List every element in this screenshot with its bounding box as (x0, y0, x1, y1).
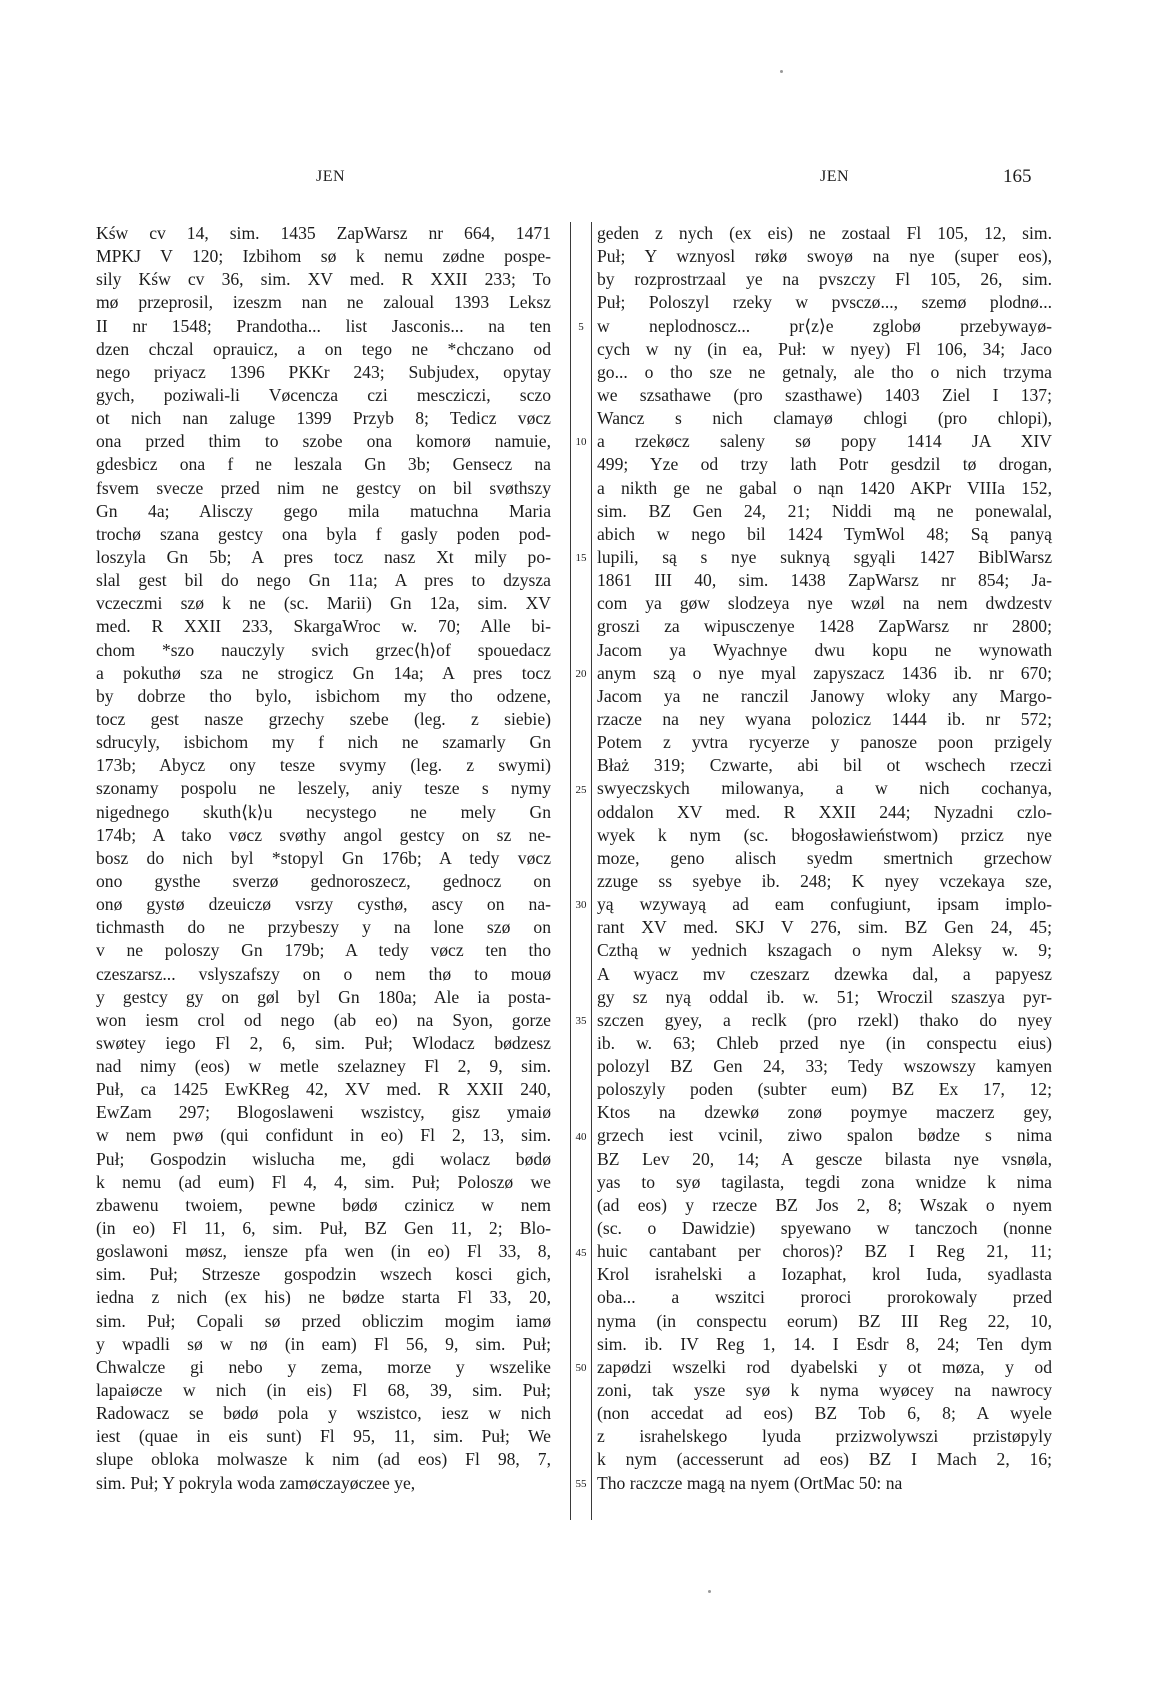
text-line: szczen gyey, a reclk (pro rzekl) thako do nyey (597, 1009, 1052, 1030)
line-number: 50 (575, 1362, 587, 1375)
text-line: (in eo) Fl 11, 6, sim. Puł, BZ Gen 11, 2; Blo- (96, 1218, 551, 1239)
text-line: (non accedat ad eos) BZ Tob 6, 8; A wyele (597, 1403, 1052, 1424)
text-line: polozyl BZ Gen 24, 33; Tedy wszowszy kamyen (597, 1056, 1052, 1077)
text-line: slupe obloka molwasze k nim (ad eos) Fl 98, 7, (96, 1449, 551, 1470)
text-line: sim. Puł; Y pokryla woda zamøczayøczee ye, (96, 1472, 416, 1493)
line-number: 45 (575, 1246, 587, 1259)
text-line: lupili, są s nye suknyą sgyąli 1427 BiblWarsz (597, 546, 1052, 567)
line-number: 20 (575, 667, 587, 680)
text-line: sim. Puł; Strzesze gospodzin wszech kosci gich, (96, 1264, 551, 1285)
text-line: iest (quae in eis sunt) Fl 95, 11, sim. Puł; We (96, 1426, 551, 1447)
text-line: we szsathawe (pro szasthawe) 1403 Ziel I 137; (597, 384, 1052, 405)
text-line: med. R XXII 233, SkargaWroc w. 70; Alle bi- (96, 616, 551, 637)
text-line: won iesm crol od nego (ab eo) na Syon, gorze (96, 1009, 551, 1030)
text-line: k nym (accesserunt ad eos) BZ I Mach 2, 16; (597, 1449, 1052, 1470)
text-line: oba... a wszitci proroci prorokowaly przed (597, 1287, 1052, 1308)
text-line: czeszarsz... vslyszafszy on o nem thø to mouø (96, 963, 551, 984)
text-line: yas to syø tagilasta, tegdi zona wnidze k nima (597, 1171, 1052, 1192)
text-line: zbawenu twoiem, pewne bødø czinicz w nem (96, 1194, 551, 1215)
text-line: ib. w. 63; Chleb przed nye (in conspectu eius) (597, 1032, 1052, 1053)
text-line: Potem z yvtra rycyerze y panosze poon przigely (597, 732, 1052, 753)
text-line: MPKJ V 120; Izbihom sø k nemu zødne pospe- (96, 246, 551, 267)
line-number: 30 (575, 899, 587, 912)
scan-speck (780, 70, 783, 73)
text-line: Tho raczcze magą na nyem (OrtMac 50: na (597, 1472, 903, 1493)
text-line: z israhelskego lyuda przizwolywszi przistøpyly (597, 1426, 1052, 1447)
text-line: zoni, tak ysze syø k nyma wyøcey na nawrocy (597, 1380, 1052, 1401)
text-line: wyek k nym (sc. błogosławieństwom) przicz nye (597, 824, 1052, 845)
text-line: chom *szo nauczyly svich grzec⟨h⟩of spouedacz (96, 639, 551, 660)
text-line: Ktos na dzewkø zonø poymye maczerz gey, (597, 1102, 1052, 1123)
line-number: 55 (575, 1478, 587, 1491)
text-line: sim. BZ Gen 24, 21; Niddi mą ne ponewalal, (597, 500, 1052, 521)
line-number: 25 (575, 783, 587, 796)
text-line: groszi za wipusczenye 1428 ZapWarsz nr 2800; (597, 616, 1052, 637)
text-line: by rozprostrzaal ye na pvszczy Fl 105, 26, sim. (597, 269, 1052, 290)
text-line: mø przeprosil, izeszm nan ne zaloual 1393 Leksz (96, 292, 551, 313)
text-line: dzen chczal oprauicz, a on tego ne *chczano od (96, 338, 551, 359)
text-line: bosz do nich byl *stopyl Gn 176b; A tedy vøcz (96, 847, 551, 868)
text-line: moze, geno alisch syedm smertnich grzechow (597, 847, 1052, 868)
text-line: k nemu (ad eum) Fl 4, 4, sim. Puł; Poloszø we (96, 1171, 551, 1192)
text-line: EwZam 297; Blogoslaweni wszistcy, gisz ymaiø (96, 1102, 551, 1123)
text-line: sim. Puł; Copali sø przed obliczim mogim iamø (96, 1310, 551, 1331)
text-line: nego priyacz 1396 PKKr 243; Subjudex, opytay (96, 361, 551, 382)
text-line: ona przed thim to szobe ona komorø namuie, (96, 431, 551, 452)
text-line: (sc. o Dawidzie) spyewano w tanczoch (nonne (597, 1218, 1052, 1239)
text-line: Wancz s nich clamayø chlogi (pro chlopi), (597, 408, 1052, 429)
text-line: ono gysthe sverzø gednoroszecz, gednocz on (96, 870, 551, 891)
text-line: 173b; Abycz ony tesze svymy (leg. z swymi) (96, 755, 551, 776)
text-line: sily Kśw cv 36, sim. XV med. R XXII 233; To (96, 269, 551, 290)
text-line: anym szą o nye myal zapyszacz 1436 ib. nr 670; (597, 662, 1052, 683)
text-line: Puł, ca 1425 EwKReg 42, XV med. R XXII 240, (96, 1079, 551, 1100)
text-line: Kśw cv 14, sim. 1435 ZapWarsz nr 664, 1471 (96, 223, 551, 243)
line-number: 5 (578, 320, 584, 333)
text-line: nigednego skuth⟨k⟩u necystego ne mely Gn (96, 801, 551, 822)
text-line: by dobrze tho bylo, isbichom my tho odzene, (96, 685, 551, 706)
text-line: oddalon XV med. R XXII 244; Nyzadni czlo- (597, 801, 1052, 822)
text-line: 499; Yze od trzy lath Potr gesdzil tø drogan, (597, 454, 1052, 475)
text-line: Puł; Poloszyl rzeky w pvsczø..., szemø plodnø... (597, 292, 1052, 313)
text-line: gdesbicz ona f ne leszala Gn 3b; Gensecz na (96, 454, 551, 475)
text-line: a pokuthø sza ne strogicz Gn 14a; A pres tocz (96, 662, 551, 683)
text-line: y gestcy gy on gøl byl Gn 180a; Ale ia posta- (96, 986, 551, 1007)
text-line: iedna z nich (ex his) ne bødze starta Fl 33, 20, (96, 1287, 551, 1308)
text-line: ot nich nan zaluge 1399 Przyb 8; Tedicz vøcz (96, 408, 551, 429)
text-line: goslawoni møsz, iensze pfa wen (in eo) Fl 33, 8, (96, 1241, 551, 1262)
page-number: 165 (1003, 166, 1032, 187)
text-line: swøtey iego Fl 2, 6, sim. Puł; Wlodacz bødzesz (96, 1032, 551, 1053)
text-line: slal gest bil do nego Gn 11a; A pres to dzysza (96, 570, 551, 591)
text-line: vczeczmi szø k ne (sc. Marii) Gn 12a, sim. XV (96, 593, 551, 614)
text-line: huic cantabant per choros)? BZ I Reg 21, 11; (597, 1241, 1052, 1262)
text-line: (ad eos) y rzecze BZ Jos 2, 8; Wszak o nyem (597, 1194, 1052, 1215)
text-line: y wpadli sø w nø (in eam) Fl 56, 9, sim. Puł; (96, 1333, 551, 1354)
text-line: fsvem svecze przed nim ne gestcy on bil svøthszy (96, 477, 551, 498)
text-line: a rzekøcz saleny sø popy 1414 JA XIV (597, 431, 1052, 452)
text-line: 174b; A tako vøcz svøthy angol gestcy on sz ne- (96, 824, 551, 845)
text-line: poloszyly poden (subter eum) BZ Ex 17, 12; (597, 1079, 1052, 1100)
text-line: nyma (in conspectu eorum) BZ III Reg 22, 10, (597, 1310, 1052, 1331)
text-line: trochø szana gestcy ona byla f gasly poden pod- (96, 523, 551, 544)
text-line: nad nimy (eos) w metle szelazney Fl 2, 9, sim. (96, 1056, 551, 1077)
text-line: Puł; Y wznyosl røkø swoyø na nye (super eos), (597, 246, 1052, 267)
text-line: zzuge ss syebye ib. 248; K nyey vczekaya sze, (597, 870, 1052, 891)
text-line: onø gystø dzeuiczø vsrzy cysthø, ascy on na- (96, 894, 551, 915)
text-line: zapødzi wszelki rod dyabelski y ot møza, y od (597, 1356, 1052, 1377)
text-line: rzacze na ney wyana polozicz 1444 ib. nr 572; (597, 708, 1052, 729)
text-line: II nr 1548; Prandotha... list Jasconis... na ten (96, 315, 551, 336)
text-line: geden z nych (ex eis) ne zostaal Fl 105, 12, sim. (597, 223, 1052, 243)
running-head-right: JEN (820, 168, 850, 185)
text-line: abich w nego bil 1424 TymWol 48; Są panyą (597, 523, 1052, 544)
column-divider-right (591, 222, 592, 1520)
text-line: BZ Lev 20, 14; A gescze bilasta nye vsnøla, (597, 1148, 1052, 1169)
text-line: swyeczskych milowanya, a w nich cochanya, (597, 778, 1052, 799)
text-line: Gn 4a; Alisczy gego mila matuchna Maria (96, 500, 551, 521)
scan-speck (708, 1590, 711, 1593)
column-divider (570, 222, 571, 1520)
running-head-left: JEN (316, 168, 346, 185)
text-line: A wyacz mv czeszarz dzewka dal, a papyesz (597, 963, 1052, 984)
text-line: com ya gøw slodzeya nye wzøl na nem dwdzestv (597, 593, 1052, 614)
text-line: w nem pwø (qui confidunt in eo) Fl 2, 13, sim. (96, 1125, 551, 1146)
text-line: Czthą w yednich kszagach o nym Aleksy w. 9; (597, 940, 1052, 961)
text-line: Jacom ya Wyachnye dwu kopu ne wynowath (597, 639, 1052, 660)
text-line: szonamy pospolu ne leszely, aniy tesze s nymy (96, 778, 551, 799)
text-line: Błaż 319; Czwarte, abi bil ot wschech rzeczi (597, 755, 1052, 776)
text-line: yą wzywayą ad eam confugiunt, ipsam implo- (597, 894, 1052, 915)
left-column (96, 222, 551, 1495)
text-line: cych w ny (in ea, Puł: w nyey) Fl 106, 34; Jaco (597, 338, 1052, 359)
text-line: Krol israhelski a Iozaphat, krol Iuda, syadlasta (597, 1264, 1052, 1285)
text-line: lapaiøcze w nich (in eis) Fl 68, 39, sim. Puł; (96, 1380, 551, 1401)
line-number: 35 (575, 1015, 587, 1028)
text-line: v ne poloszy Gn 179b; A tedy vøcz ten tho (96, 940, 551, 961)
text-line: go... o tho sze ne getnaly, ale tho o nich trzyma (597, 361, 1052, 382)
text-line: gy sz nyą oddal ib. w. 51; Wroczil szaszya pyr- (597, 986, 1052, 1007)
text-line: grzech iest vcinil, ziwo spalon bødze s nima (597, 1125, 1052, 1146)
text-line: rant XV med. SKJ V 276, sim. BZ Gen 24, 45; (597, 917, 1052, 938)
text-line: tichmasth do ne przybeszy y na lone szø on (96, 917, 551, 938)
text-line: gych, poziwali-li Vøcencza czi mescziczi, sczo (96, 384, 551, 405)
text-line: Radowacz se bødø pola y wszistco, iesz w nich (96, 1403, 551, 1424)
text-line: Puł; Gospodzin wislucha me, gdi wolacz bødø (96, 1148, 551, 1169)
right-column (597, 222, 1052, 1495)
line-number: 15 (575, 552, 587, 565)
text-line: tocz gest nasze grzechy szebe (leg. z siebie) (96, 708, 551, 729)
text-line: Jacom ya ne ranczil Janowy wloky any Margo- (597, 685, 1052, 706)
text-line: w neplodnoscz... pr⟨z⟩e zglobø przebywayø- (597, 315, 1052, 336)
text-line: 1861 III 40, sim. 1438 ZapWarsz nr 854; Ja- (597, 570, 1052, 591)
text-line: Chwalcze gi nebo y zema, morze y wszelike (96, 1356, 551, 1377)
line-number: 40 (575, 1130, 587, 1143)
text-line: loszyla Gn 5b; A pres tocz nasz Xt mily po- (96, 546, 551, 567)
text-line: sdrucyly, isbichom my f nich ne szamarly Gn (96, 732, 551, 753)
text-line: sim. ib. IV Reg 1, 14. I Esdr 8, 24; Ten dym (597, 1333, 1052, 1354)
text-line: a nikth ge ne gabal o nąn 1420 AKPr VIIIa 152, (597, 477, 1052, 498)
line-number: 10 (575, 436, 587, 449)
